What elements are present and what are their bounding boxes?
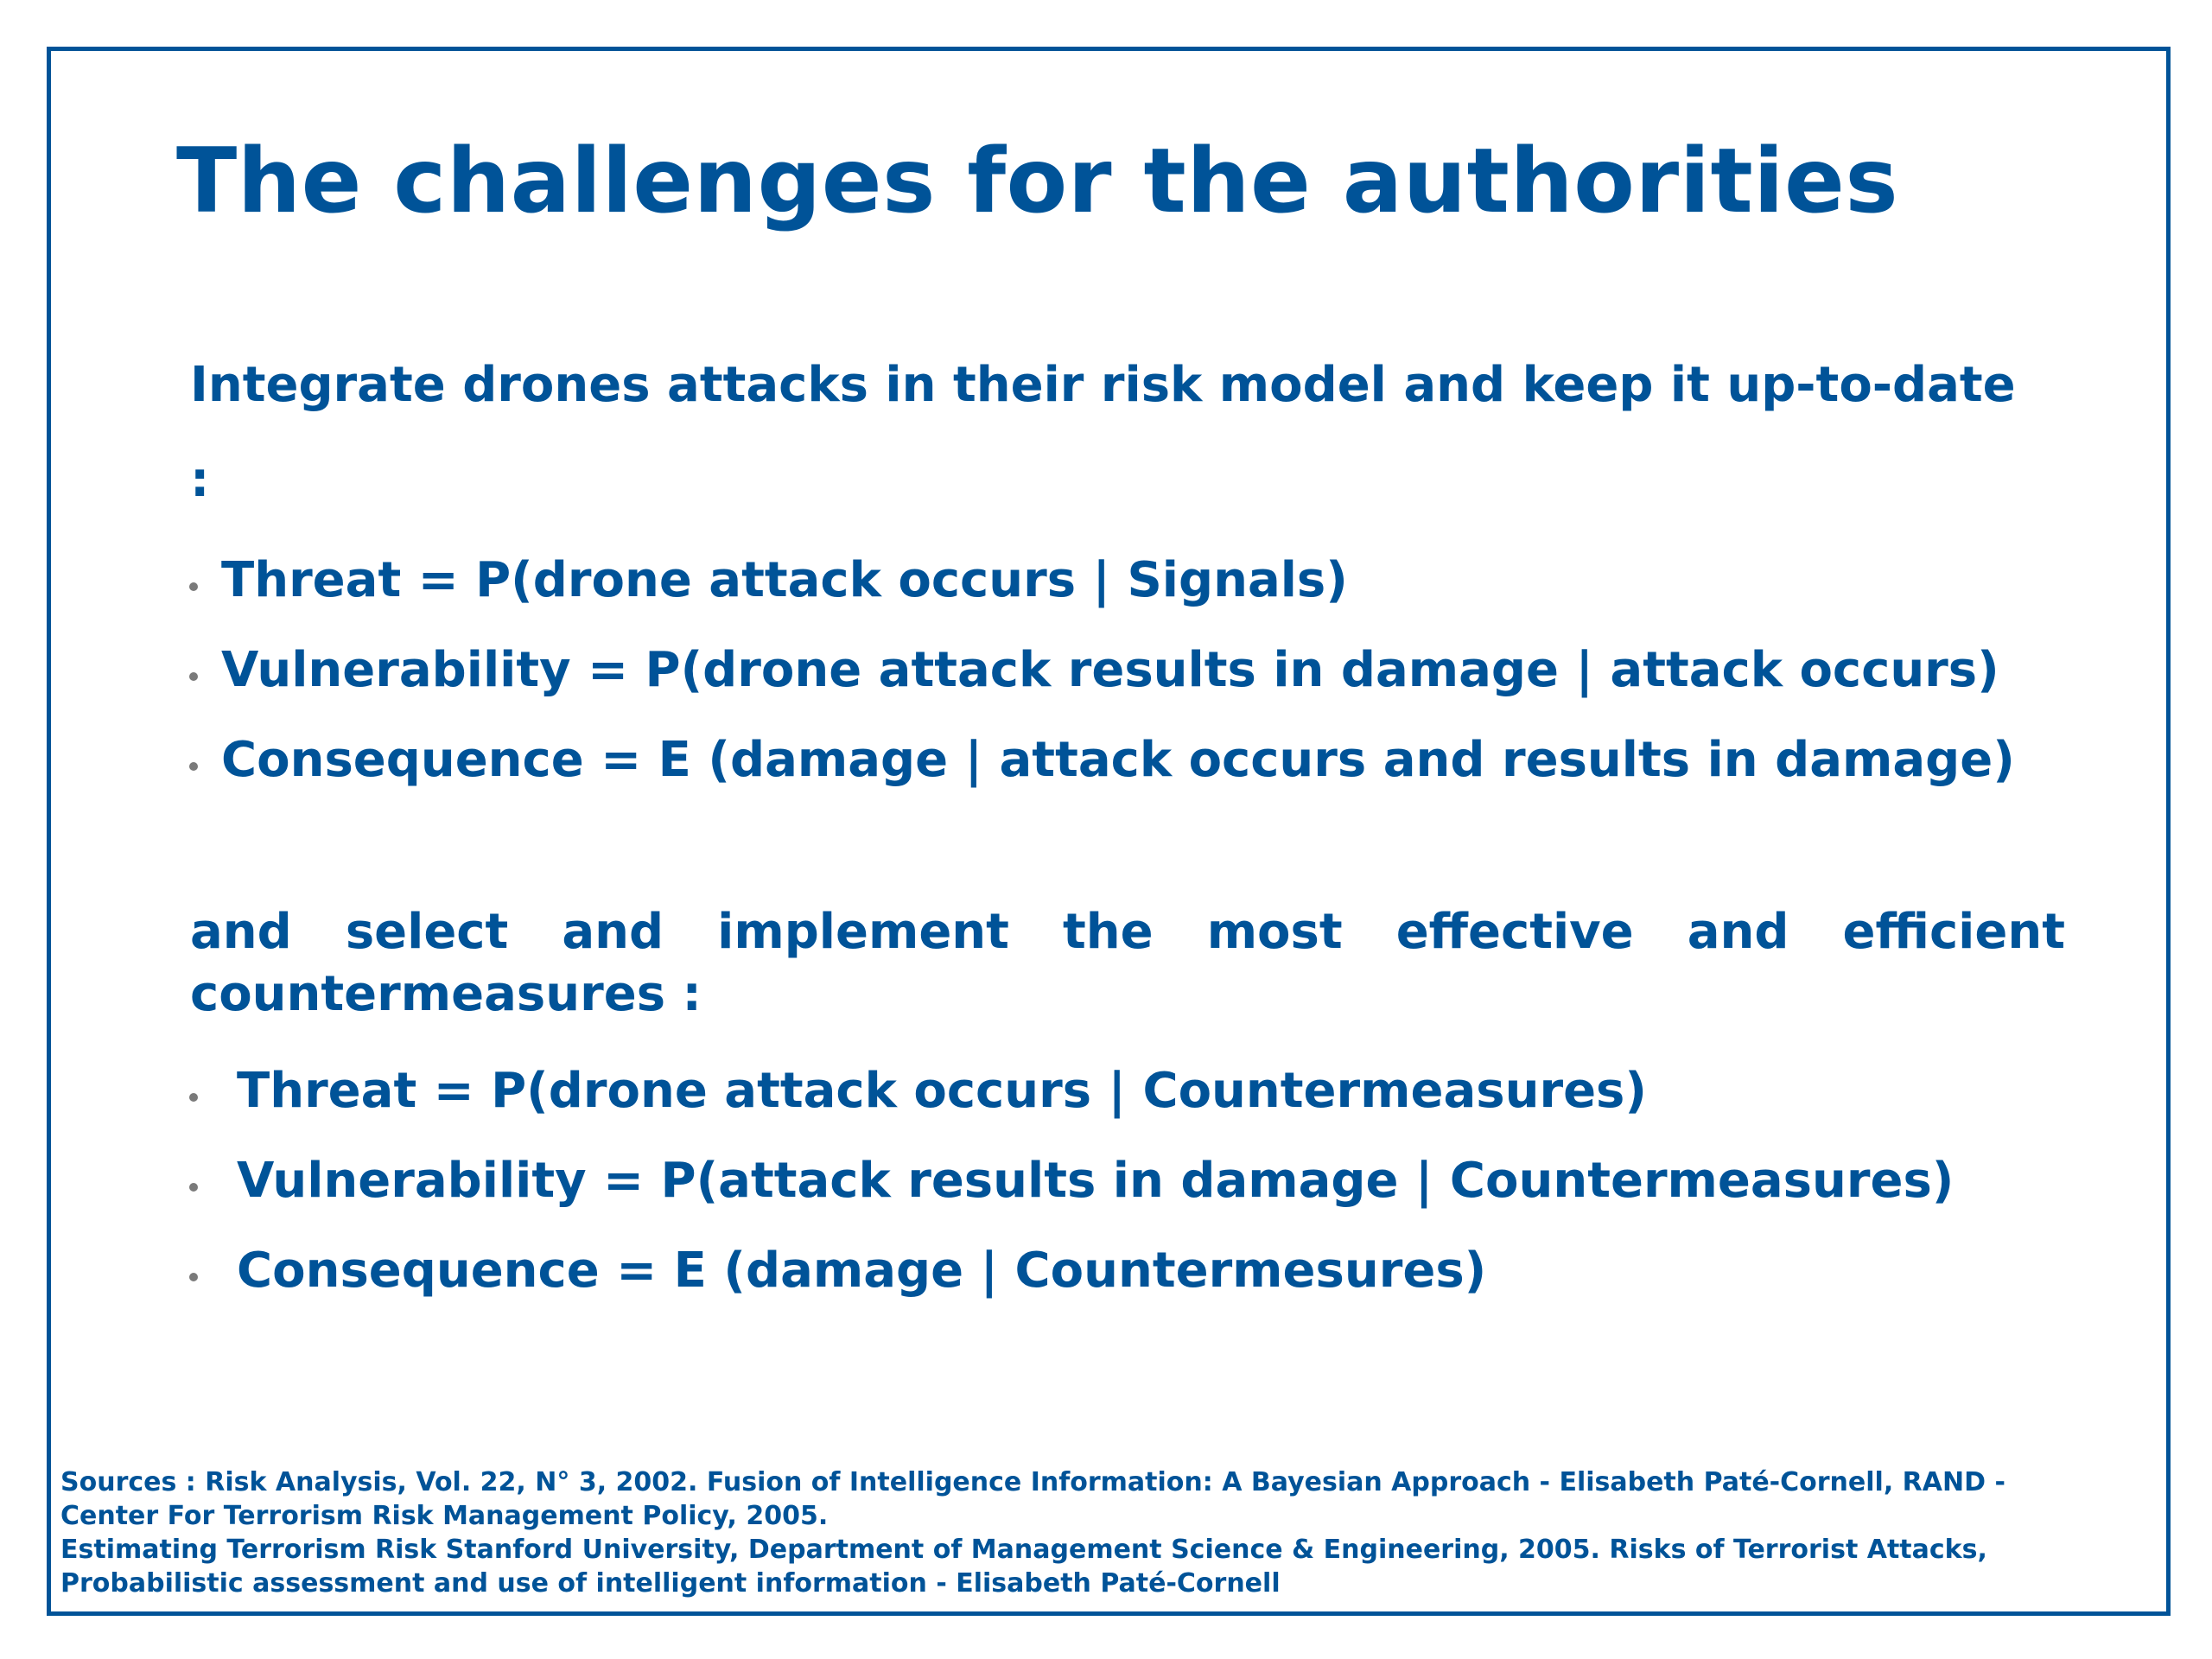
intro-paragraph-1-colon: : bbox=[190, 452, 210, 508]
countermeasures-list bbox=[188, 1046, 1954, 1316]
intro-paragraph-2: and select and implement the most effective and efficient countermeasures : bbox=[190, 904, 2065, 1022]
list-item-consequence bbox=[188, 1226, 1954, 1316]
list-item-text: Vulnerability = P(attack results in damage | Countermeasures) bbox=[237, 1153, 1955, 1209]
list-item-text: Consequence = E (damage | attack occurs and results in damage) bbox=[221, 732, 2015, 788]
intro-paragraph-1: Integrate drones attacks in their risk model and keep it up-to-date bbox=[190, 357, 2016, 413]
bullet-icon bbox=[189, 1183, 198, 1192]
list-item-text: Threat = P(drone attack occurs | Signals) bbox=[221, 552, 1348, 608]
list-item-vulnerability bbox=[188, 626, 2015, 715]
list-item-text: Vulnerability = P(drone attack results in damage | attack occurs) bbox=[221, 642, 1999, 698]
bullet-icon bbox=[189, 672, 198, 681]
slide-title: The challenges for the authorities bbox=[176, 130, 1899, 233]
risk-model-list bbox=[188, 536, 2015, 805]
sources-footnote bbox=[60, 1465, 2152, 1600]
sources-line: Sources : Risk Analysis, Vol. 22, N° 3, 2002. Fusion of Intelligence Information: A Bayesian Approach - Elisabeth Paté-Cornell, RAND - bbox=[60, 1467, 2005, 1497]
sources-line: Estimating Terrorism Risk Stanford University, Department of Management Science & Engineering, 2005. Risks of Terrorist Attacks, bbox=[60, 1535, 1987, 1565]
sources-line: Probabilistic assessment and use of intelligent information - Elisabeth Paté-Cornell bbox=[60, 1568, 1281, 1599]
list-item-threat bbox=[188, 536, 2015, 626]
list-item-text: Threat = P(drone attack occurs | Countermeasures) bbox=[237, 1063, 1647, 1119]
bullet-icon bbox=[189, 1093, 198, 1102]
list-item-vulnerability bbox=[188, 1136, 1954, 1226]
list-item-text: Consequence = E (damage | Countermesures) bbox=[237, 1243, 1487, 1299]
bullet-icon bbox=[189, 582, 198, 591]
bullet-icon bbox=[189, 1273, 198, 1281]
list-item-threat bbox=[188, 1046, 1954, 1136]
slide-frame bbox=[47, 47, 2171, 1616]
list-item-consequence bbox=[188, 715, 2015, 805]
sources-line: Center For Terrorism Risk Management Policy, 2005. bbox=[60, 1501, 829, 1531]
bullet-icon bbox=[189, 762, 198, 771]
